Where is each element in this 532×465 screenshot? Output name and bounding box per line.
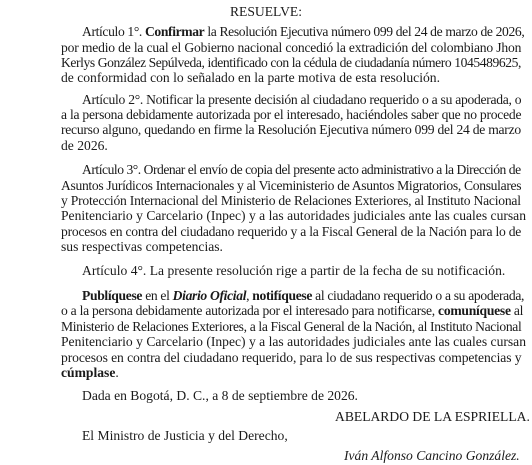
communicate-keyword: comuníquese xyxy=(438,303,511,318)
article-3-line-2: Asuntos Jurídicos Internacionales y al Viceministerio de Asuntos Migratorios, Consulares xyxy=(61,178,522,193)
article-2-line-4: de 2026. xyxy=(61,138,108,153)
comply-keyword: cúmplase xyxy=(61,365,116,380)
notify-keyword: notifíquese xyxy=(252,288,313,303)
minister-signature: Iván Alfonso Cancino González. xyxy=(344,448,520,463)
article-3-line-3: y Protección Internacional del Ministerio de Relaciones Exteriores, al Instituto Nacional xyxy=(61,193,521,208)
publish-line-5: procesos en contra del ciudadano requerido, para lo de sus respectivas competencias y xyxy=(61,350,522,365)
publish-keyword: Publíquese xyxy=(82,288,143,303)
diario-oficial-title: Diario Oficial xyxy=(172,288,247,303)
article-2-line-1: Artículo 2°. Notificar la presente decisión al ciudadano requerido o a su apoderada, o xyxy=(82,92,522,107)
article-3-line-1: Artículo 3°. Ordenar el envío de copia del presente acto administrativo a la Dirección de xyxy=(82,162,521,177)
publish-line-6: cúmplase. xyxy=(61,365,119,380)
publish-line-2: o a la persona debidamente autorizada por el interesado para notificarse, comuníquese al xyxy=(61,303,524,318)
article-1-line-3: Kerlys González Sepúlveda, identificado con la cédula de ciudadanía número 1045489625, xyxy=(61,55,522,70)
publish-line-4: Penitenciario y Carcelario (Inpec) y a las autoridades judiciales ante las cuales cursan xyxy=(61,334,527,349)
article-3-line-4: Penitenciario y Carcelario (Inpec) y a las autoridades judiciales ante las cuales cursan xyxy=(61,208,527,223)
article-1-line-4: de conformidad con lo señalado en la parte motiva de esta resolución. xyxy=(61,70,440,85)
dated-line: Dada en Bogotá, D. C., a 8 de septiembre de 2026. xyxy=(82,388,358,403)
article-1-line-2: por medio de la cual el Gobierno nacional concedió la extradición del colombiano Jhon xyxy=(61,40,522,55)
article-3-line-5: procesos en contra del ciudadano requerido y a la Fiscal General de la Nación para lo de xyxy=(61,224,522,239)
minister-title: El Ministro de Justicia y del Derecho, xyxy=(82,428,288,443)
article-2-line-3: recurso alguno, quedando en firme la Resolución Ejecutiva número 099 del 24 de marzo xyxy=(61,122,521,137)
article-2-line-2: a la persona debidamente autorizada por el interesado, haciéndoles saber que no procede xyxy=(61,107,522,122)
publish-line-1: Publíquese en el Diario Oficial, notifíquese al ciudadano requerido o a su apoderada, xyxy=(82,288,525,303)
section-heading: RESUELVE: xyxy=(229,4,302,19)
article-1-rest: la Resolución Ejecutiva número 099 del 24 de marzo de 2026, xyxy=(204,24,525,39)
article-4-line: Artículo 4°. La presente resolución rige a partir de la fecha de su notificación. xyxy=(82,263,506,278)
president-signature: ABELARDO DE LA ESPRIELLA. xyxy=(335,409,530,424)
publish-line-3: Ministerio de Relaciones Exteriores, a la Fiscal General de la Nación, al Instituto Nacional xyxy=(61,319,522,334)
article-1-line-1 xyxy=(82,24,525,39)
article-3-line-6: sus respectivas competencias. xyxy=(61,239,223,254)
article-1-lead: Artículo 1°. xyxy=(82,24,145,39)
confirm-keyword: Confirmar xyxy=(144,24,205,39)
